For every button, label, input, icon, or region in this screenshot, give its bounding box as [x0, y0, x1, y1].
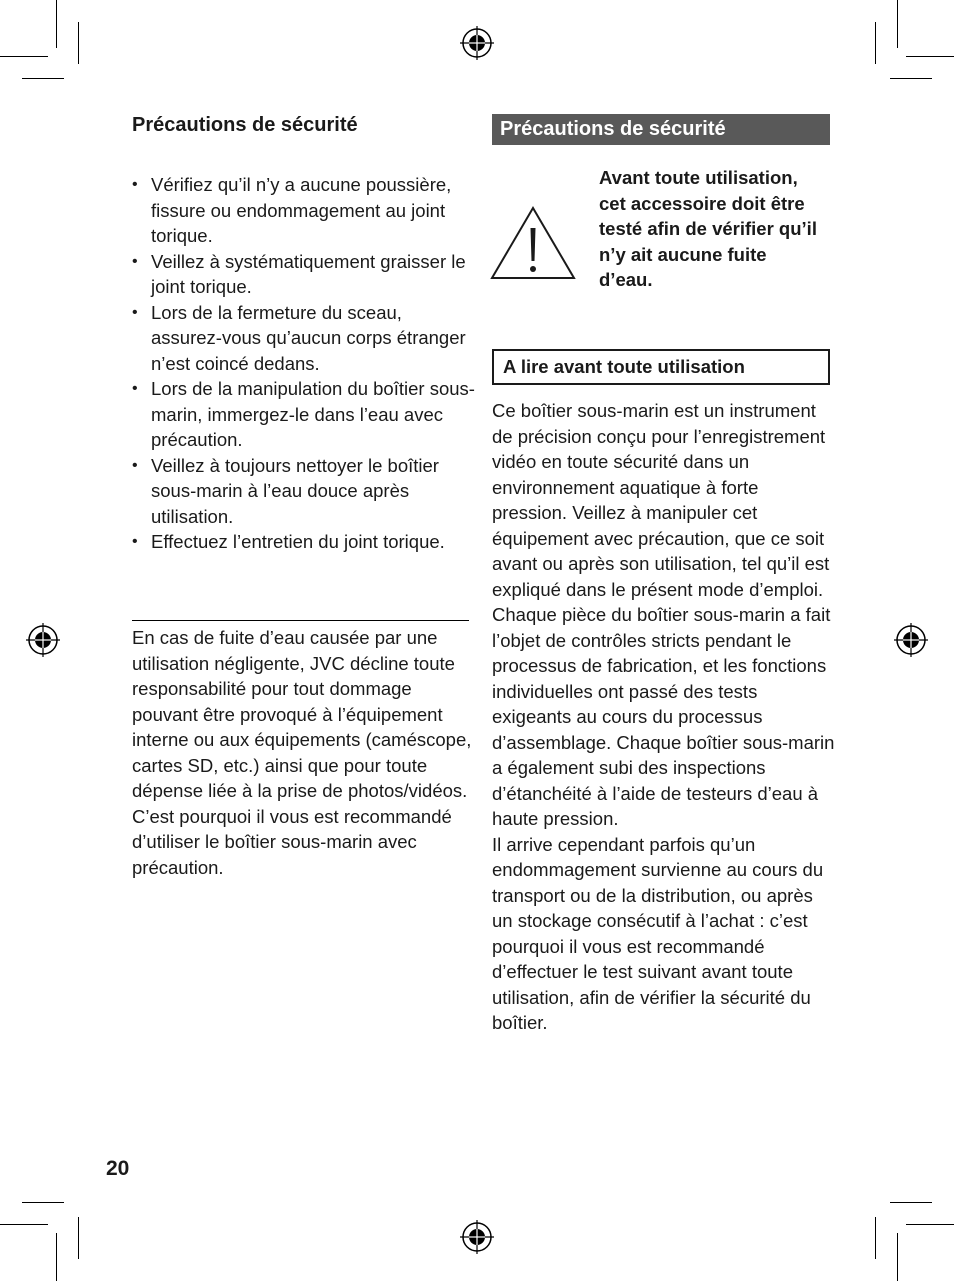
crosshair-registration-icon [894, 623, 928, 657]
paragraph: Il arrive cependant parfois qu’un endommagement survienne au cours du transport ou de la distribution, ou après un stockage consécutif à l’achat : c’est pourquoi il vous est recommandé d’effectuer le test suivant avant toute utilisation, afin de vérifier la sécurité du boîtier. [492, 833, 824, 1033]
paragraph: Ce boîtier sous-marin est un instrument de précision conçu pour l’enregistrement vidéo en toute sécurité dans un environnement aquatique à forte pression. Veillez à manipuler cet équipement avec précaution, que ce soit avant ou après son utilisation, tel qu’il est expliqué dans le présent mode d’emploi. [492, 400, 830, 600]
crosshair-registration-icon [26, 623, 60, 657]
safety-bullet-list [132, 172, 477, 555]
warning-triangle-icon [490, 206, 576, 280]
list-item [132, 249, 477, 300]
list-item [132, 172, 477, 249]
left-section-title: Précautions de sécurité [132, 114, 358, 136]
list-item-text: Vérifiez qu’il n’y a aucune poussière, fissure ou endommagement au joint torique. [151, 174, 452, 246]
crosshair-registration-icon [460, 26, 494, 60]
warning-text: Avant toute utilisation, cet accessoire doit être testé afin de vérifier qu’il n’y ait aucune fuite d’eau. [599, 167, 817, 290]
page-number: 20 [106, 1157, 130, 1180]
list-item-text: Effectuez l’entretien du joint torique. [151, 531, 445, 552]
bullet-icon: • [132, 456, 138, 474]
bullet-icon: • [132, 252, 138, 270]
list-item [132, 529, 477, 555]
read-before-use-header: A lire avant toute utilisation [492, 349, 830, 385]
list-item [132, 376, 477, 453]
bullet-icon: • [132, 176, 138, 193]
section-divider [132, 620, 469, 621]
bullet-icon: • [132, 303, 138, 321]
bullet-icon: • [132, 380, 138, 397]
list-item-text: Lors de la fermeture du sceau, assurez-vous qu’aucun corps étranger n’est coincé dedans. [151, 301, 466, 374]
crosshair-registration-icon [460, 1220, 494, 1254]
list-item [132, 300, 477, 377]
instructions-body [492, 398, 835, 1036]
list-item-text: Veillez à toujours nettoyer le boîtier sous-marin à l’eau douce après utilisation. [151, 454, 439, 527]
right-section-header: Précautions de sécurité [492, 114, 830, 145]
disclaimer-paragraph: En cas de fuite d’eau causée par une utilisation négligente, JVC décline toute responsabilité pour tout dommage pouvant être provoqué à l’équipement interne ou aux équipements (caméscope, cartes SD, etc.) ainsi que pour toute dépense liée à la prise de photos/vidéos. C’est pourquoi il vous est recommandé d’utiliser le boîtier sous-marin avec précaution. [132, 627, 472, 878]
list-item-text: Lors de la manipulation du boîtier sous-marin, immergez-le dans l’eau avec précaution. [151, 378, 475, 450]
list-item-text: Veillez à systématiquement graisser le joint torique. [151, 250, 466, 297]
paragraph: Chaque pièce du boîtier sous-marin a fait l’objet de contrôles stricts pendant le processus de fabrication, et les fonctions individuelles ont passé des tests exigeants au cours du processus d’assemblage. Chaque boîtier sous-marin a également subi des inspections d’étanchéité à l’aide de testeurs d’eau à haute pression. [492, 604, 835, 829]
list-item [132, 453, 477, 530]
bullet-icon: • [132, 533, 138, 550]
